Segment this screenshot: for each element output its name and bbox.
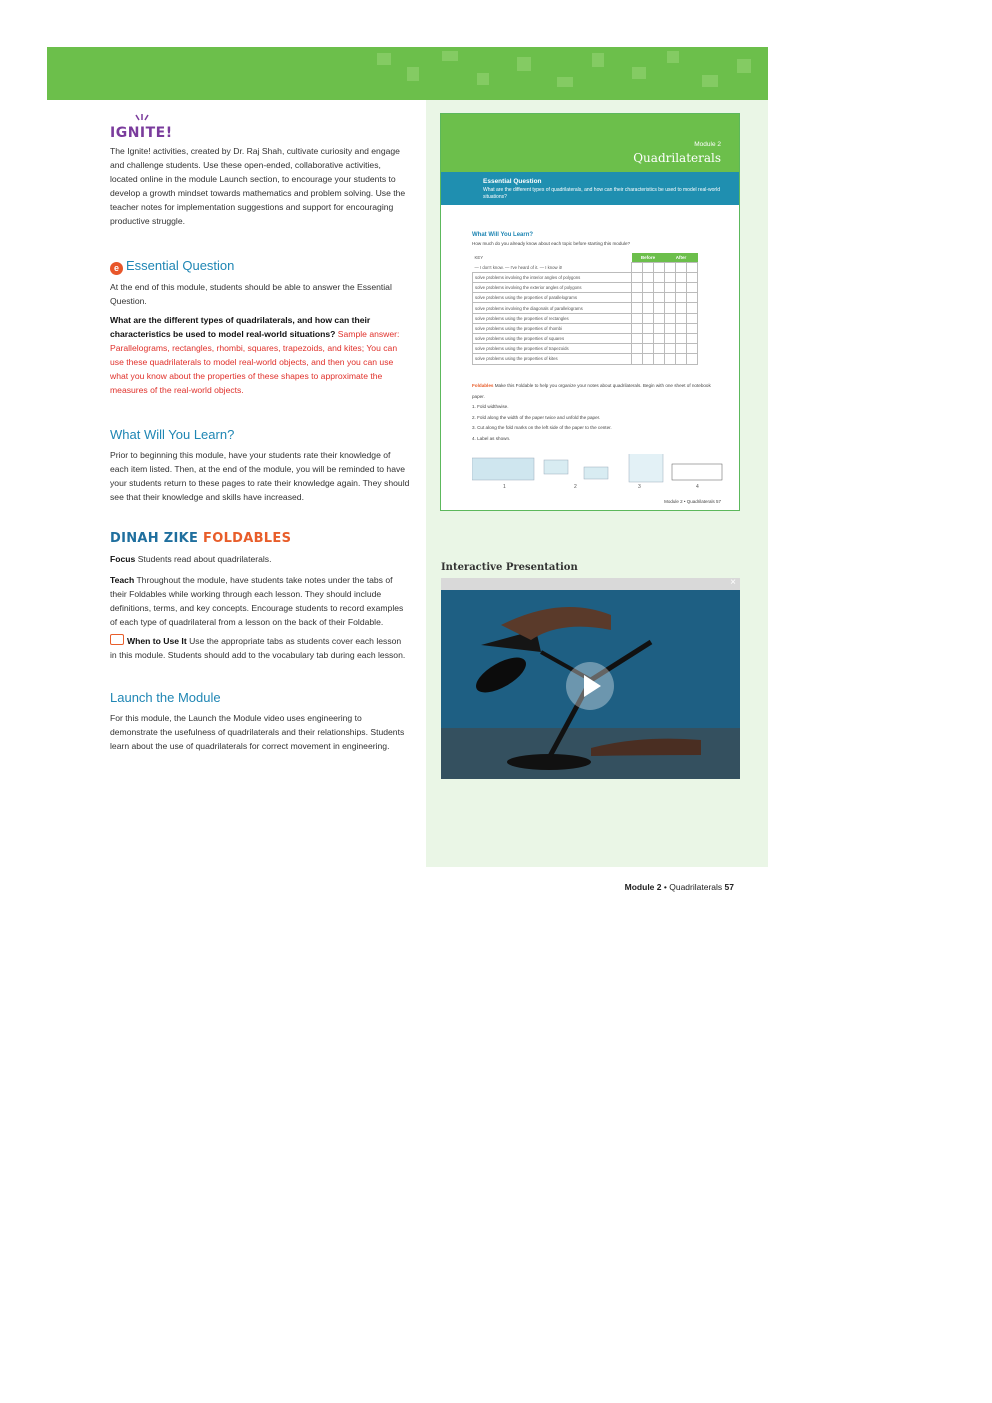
ignite-rays-icon: [132, 112, 152, 122]
thumbnail-footer: Module 2 • Quadrilaterals 57: [664, 499, 721, 504]
focus-text: Students read about quadrilaterals.: [137, 554, 272, 564]
essential-question-title: Essential Question: [126, 258, 235, 273]
table-row: [473, 313, 698, 323]
thumbnail-step-3: 3. Cut along the fold marks on the left side of the paper to the center.: [472, 425, 612, 430]
foldable-book-icon: [110, 634, 124, 645]
ignite-logo-text: IGNITE!: [110, 125, 173, 141]
close-icon[interactable]: ×: [730, 578, 736, 588]
thumbnail-eq-title: Essential Question: [483, 178, 542, 185]
student-page-thumbnail: [440, 113, 740, 511]
page-footer-separator: •: [663, 882, 667, 892]
teach-text: Throughout the module, have students take notes under the tabs of their Foldables while working through each lesson. They should include definitions, terms, and key concepts. Encourage students to record examples of each type of quadrilateral from a lesson on the back of their Foldable.: [110, 575, 404, 627]
ignite-logo: [110, 112, 410, 144]
table-row: [473, 303, 698, 313]
header-banner: [47, 47, 768, 100]
essential-question-icon: e: [110, 262, 123, 275]
table-row: [473, 272, 698, 282]
fold-step-4-labels: [672, 464, 722, 480]
thumbnail-key-row: [473, 262, 632, 272]
table-row: [473, 293, 698, 303]
essential-question-answer: Sample answer: Parallelograms, rectangles, rhombi, squares, trapezoids, and kites; You can use these quadrilaterals to model real-world objects, and then you can use what you know about the properties of these shapes to approximate the measures of the real-world objects.: [110, 329, 400, 395]
foldables-teach: [110, 573, 410, 629]
step-number-2: 2: [574, 484, 577, 490]
teacher-notes-column: [110, 112, 410, 758]
page-footer-module: Module 2: [624, 882, 662, 892]
thumbnail-step-4: 4. Label as shown.: [472, 435, 511, 441]
thumbnail-module-label: Module 2: [694, 141, 721, 148]
thumbnail-before-header: Before: [632, 253, 665, 262]
table-row-label: solve problems using the properties of parallelograms: [473, 293, 632, 303]
thumbnail-step-2: 2. Fold along the width of the paper twice and unfold the paper.: [472, 414, 601, 420]
launch-module-body: For this module, the Launch the Module video uses engineering to demonstrate the usefulness of quadrilaterals and their relationships. Students learn about the use of quadrilaterals for correct movement in engineering.: [110, 713, 405, 751]
key-item-dont-know: — I don't know.: [474, 264, 504, 270]
when-label: When to Use It: [127, 636, 187, 646]
thumbnail-foldables-instructions: [472, 381, 722, 444]
when-text: Use the appropriate tabs as students cover each lesson in this module. Students should add to the vocabulary tab during each lesson.: [110, 636, 406, 660]
interactive-presentation-video[interactable]: [441, 578, 740, 779]
thumbnail-foldables-text: Make this Foldable to help you organize your notes about quadrilaterals. Begin with one sheet of notebook paper.: [472, 383, 711, 399]
thumbnail-how-much: How much do you already know about each topic before starting this module?: [472, 241, 631, 246]
table-row: [473, 323, 698, 333]
fold-step-3-paper: [629, 454, 663, 482]
table-row: [473, 344, 698, 354]
interactive-presentation-label: Interactive Presentation: [441, 562, 578, 573]
thumbnail-eq-text: What are the different types of quadrilaterals, and how can their characteristics be used to model real-world situations?: [483, 187, 720, 200]
table-row: [473, 334, 698, 344]
essential-question-heading: [110, 258, 410, 275]
table-row: [473, 283, 698, 293]
table-row: [473, 354, 698, 364]
step-number-1: 1: [503, 484, 506, 490]
dinah-zike-text: DINAH ZIKE: [110, 531, 199, 546]
page-number: 57: [724, 882, 734, 892]
step-number-4: 4: [696, 484, 699, 490]
focus-label: Focus: [110, 554, 136, 564]
table-row-label: solve problems using the properties of squares: [473, 334, 632, 344]
table-row-label: solve problems using the properties of rectangles: [473, 313, 632, 323]
step-number-3: 3: [638, 484, 641, 490]
fold-step-1-paper: [472, 458, 534, 480]
essential-question-text: What are the different types of quadrilaterals, and how can their characteristics be used to model real-world situations?: [110, 315, 371, 339]
thumbnail-step-1: 1. Fold widthwise.: [472, 404, 509, 409]
thumbnail-title: Quadrilaterals: [633, 151, 721, 165]
thumbnail-foldables-intro: [472, 381, 722, 402]
thumbnail-wwyl-title: What Will You Learn?: [472, 232, 534, 238]
foldables-when: [110, 634, 410, 662]
fold-step-2-folded: [584, 467, 608, 479]
key-item-heard: — I've heard of it.: [504, 264, 539, 270]
page-footer-title: Quadrilaterals: [669, 882, 723, 892]
table-row-label: solve problems using the properties of trapezoids: [473, 344, 632, 354]
thumbnail-after-header: After: [665, 253, 698, 262]
thumbnail-foldable-illustrations: [472, 454, 727, 484]
foldables-focus: [110, 552, 410, 566]
table-row-label: solve problems using the properties of kites: [473, 354, 632, 364]
thumbnail-rating-table: [472, 253, 698, 365]
page-footer: [625, 882, 734, 892]
play-button[interactable]: [566, 662, 614, 710]
launch-module-title: Launch the Module: [110, 690, 221, 705]
table-row-label: solve problems involving the exterior angles of polygons: [473, 283, 632, 293]
thumbnail-essential-question-bar: [441, 172, 739, 205]
teach-label: Teach: [110, 575, 135, 585]
table-row-label: solve problems involving the interior angles of polygons: [473, 272, 632, 282]
dinah-zike-foldables-logo: [110, 532, 410, 546]
what-will-you-learn-body: Prior to beginning this module, have your students rate their knowledge of each item listed. Then, at the end of the module, you will be reminded to have your students return to these pages to rate their knowledge again. They should see that their knowledge and skills have increased.: [110, 450, 410, 502]
fold-step-2-paper: [544, 460, 568, 474]
key-item-know: — I know it!: [539, 264, 563, 270]
video-top-bar: [441, 578, 740, 590]
table-row-label: solve problems involving the diagonals of parallelograms: [473, 303, 632, 313]
thumbnail-key-label: KEY: [474, 255, 484, 261]
essential-question-intro: At the end of this module, students should be able to answer the Essential Question.: [110, 282, 392, 306]
thumbnail-foldables-label: Foldables: [472, 383, 494, 388]
essential-question-block: [110, 313, 410, 397]
ignite-body: The Ignite! activities, created by Dr. Raj Shah, cultivate curiosity and engage and challenge students. Use these open-ended, collaborative activities, located online in the module Launch section, to encourage your students to develop a growth mindset towards mathematics and problem solving. Use the teacher notes for implementation suggestions and support for encouraging productive struggle.: [110, 146, 406, 226]
foldables-logo-text: FOLDABLES: [203, 531, 292, 546]
table-row-label: solve problems using the properties of rhombi: [473, 323, 632, 333]
what-will-you-learn-title: What Will You Learn?: [110, 427, 235, 442]
